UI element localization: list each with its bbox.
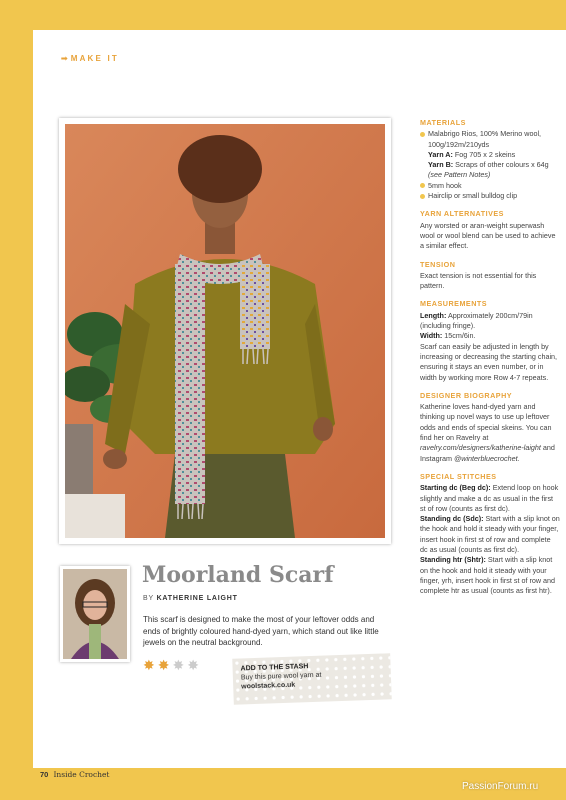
materials-item: Malabrigo Rios, 100% Merino wool, 100g/192m/210yds	[420, 129, 560, 150]
article-title: Moorland Scarf	[142, 562, 334, 588]
page-number: 70	[40, 770, 49, 779]
yarn-b: Yarn B: Scraps of other colours x 64g (see Pattern Notes)	[428, 160, 549, 180]
materials-item: Hairclip or small bulldog clip	[420, 191, 560, 201]
stash-callout: ADD TO THE STASH Buy this pure wool yarn at woolstack.co.uk	[232, 653, 392, 704]
main-photo	[59, 118, 391, 544]
model-photo	[65, 124, 385, 538]
model-wearing-scarf-illustration	[65, 124, 385, 538]
star-icon: ✸	[172, 657, 185, 673]
pattern-sidebar	[420, 118, 560, 604]
watermark: PassionForum.ru	[462, 781, 539, 792]
difficulty-rating	[143, 658, 199, 672]
arrow-icon: ➟	[61, 54, 68, 63]
materials-section	[420, 118, 560, 201]
special-stitches-section: SPECIAL STITCHES Starting dc (Beg dc): Extend loop on hook slightly and make a dc as usual in the first st of row (counts as first dc). Standing dc (Sdc): Start with a slip knot on the hook and hold it steady with your finger, insert hook in first st of row and complete dc as usual (counts as first dc). Standing htr (Shtr): Start with a slip knot on the hook and hold it steady with your finger, yrh, insert hook in first st of row and complete htr as usual (counts as first htr).	[420, 471, 560, 596]
yarn-alternatives-section: YARN ALTERNATIVES Any worsted or aran-weight superwash wool or wool blend can be used to achieve a similar effect.	[420, 209, 556, 251]
ravelry-link[interactable]: ravelry.com/designers/katherine-laight	[420, 443, 541, 453]
star-icon: ✸	[143, 657, 155, 673]
byline: BY KATHERINE LAIGHT	[143, 595, 238, 602]
measurements-section: MEASUREMENTS Length: Approximately 200cm/79in (including fringe). Width: 15cm/6in. Scarf can easily be adjusted in length by increasing or decreasing the starting chain, ensuring it stays an even number, or in width by working more Row 4-7 repeats.	[420, 299, 558, 382]
designer-portrait	[63, 569, 127, 659]
star-icon: ✸	[187, 657, 199, 673]
yarn-a: Yarn A: Fog 705 x 2 skeins	[428, 149, 516, 159]
star-icon: ✸	[157, 657, 170, 673]
instagram-link[interactable]: @winterbluecrochet.	[453, 453, 520, 463]
tension-section: TENSION Exact tension is not essential for this pattern.	[420, 259, 537, 291]
shop-link[interactable]: woolstack.co.uk	[241, 681, 296, 691]
page-footer	[40, 770, 109, 779]
author-name: KATHERINE LAIGHT	[156, 595, 238, 602]
designer-photo	[60, 566, 130, 662]
section-label: ➟ MAKE IT	[61, 54, 119, 63]
intro-text: This scarf is designed to make the most of your leftover odds and ends of brightly coloured hand-dyed yarn, which stand out like little jewels on the neutral background.	[143, 615, 379, 647]
magazine-page	[33, 30, 566, 768]
designer-portrait-illustration	[63, 569, 127, 659]
designer-section: DESIGNER BIOGRAPHY Katherine loves hand-dyed yarn and thinking up novel ways to use up leftover odds and ends of special skeins. You can find her on Ravelry at ravelry.com/designers/katherine-laight and Instagram @winterbluecrochet.	[420, 390, 555, 463]
materials-heading: MATERIALS	[420, 118, 466, 127]
magazine-name: Inside Crochet	[53, 770, 110, 779]
materials-item: 5mm hook	[420, 181, 560, 191]
